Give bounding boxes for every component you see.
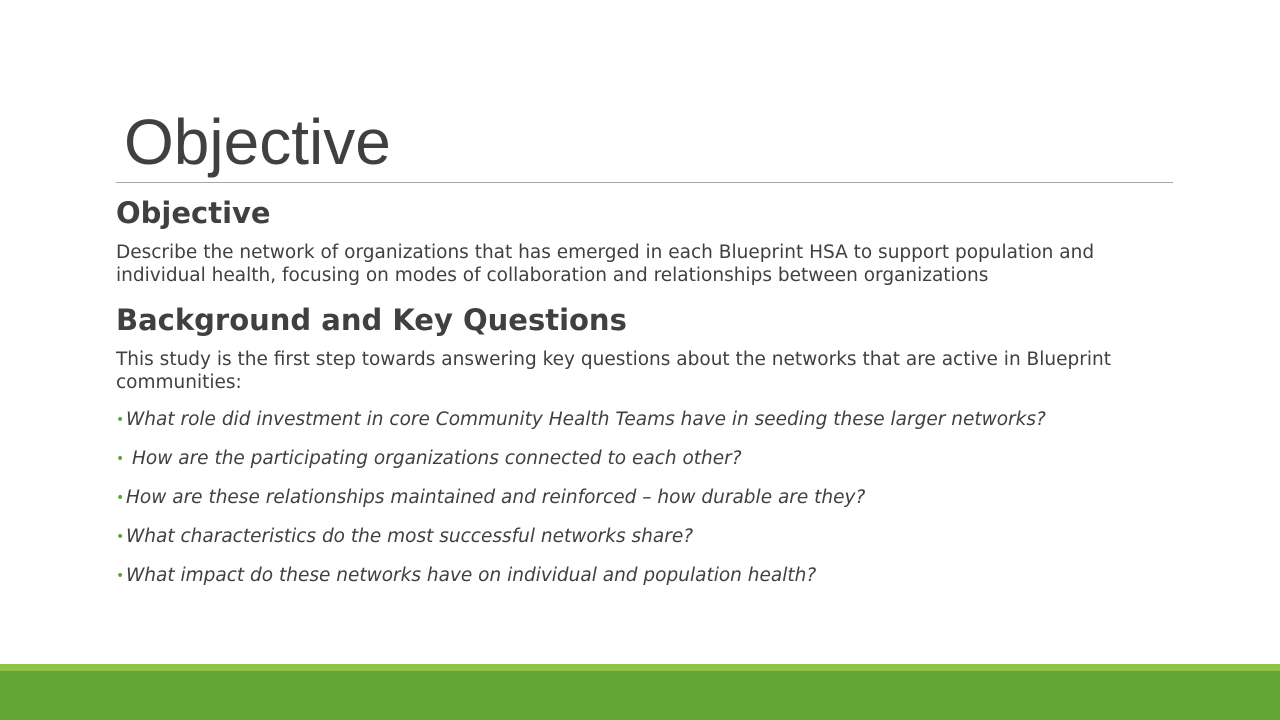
question-text: How are these relationships maintained and reinforced – how durable are they? bbox=[126, 487, 866, 508]
title-divider bbox=[116, 182, 1173, 183]
footer-bar bbox=[0, 671, 1280, 720]
bullet-dot-icon: • bbox=[116, 568, 125, 584]
list-item bbox=[116, 447, 1176, 470]
list-item bbox=[116, 525, 1176, 548]
question-text: What impact do these networks have on individual and population health? bbox=[126, 565, 817, 586]
question-text: How are the participating organizations connected to each other? bbox=[132, 448, 742, 469]
bullet-dot-icon: • bbox=[116, 451, 125, 467]
background-paragraph: This study is the first step towards answering key questions about the networks that are active in Blueprint communities: bbox=[116, 349, 1111, 393]
question-text: What characteristics do the most successful networks share? bbox=[126, 526, 694, 547]
slide-body bbox=[116, 190, 1176, 587]
slide-title: Objective bbox=[124, 106, 391, 178]
key-questions-list bbox=[116, 408, 1176, 587]
bullet-dot-icon: • bbox=[116, 529, 125, 545]
list-item bbox=[116, 564, 1176, 587]
bullet-dot-icon: • bbox=[116, 490, 125, 506]
section-heading-background: Background and Key Questions bbox=[116, 303, 627, 337]
bullet-dot-icon: • bbox=[116, 412, 125, 428]
question-text: What role did investment in core Community Health Teams have in seeding these larger networks? bbox=[126, 409, 1046, 430]
section-heading-objective: Objective bbox=[116, 196, 271, 230]
objective-paragraph: Describe the network of organizations that has emerged in each Blueprint HSA to support population and individual health, focusing on modes of collaboration and relationships between organizations bbox=[116, 242, 1095, 286]
list-item bbox=[116, 408, 1176, 431]
list-item bbox=[116, 486, 1176, 509]
footer-accent-stripe bbox=[0, 664, 1280, 671]
